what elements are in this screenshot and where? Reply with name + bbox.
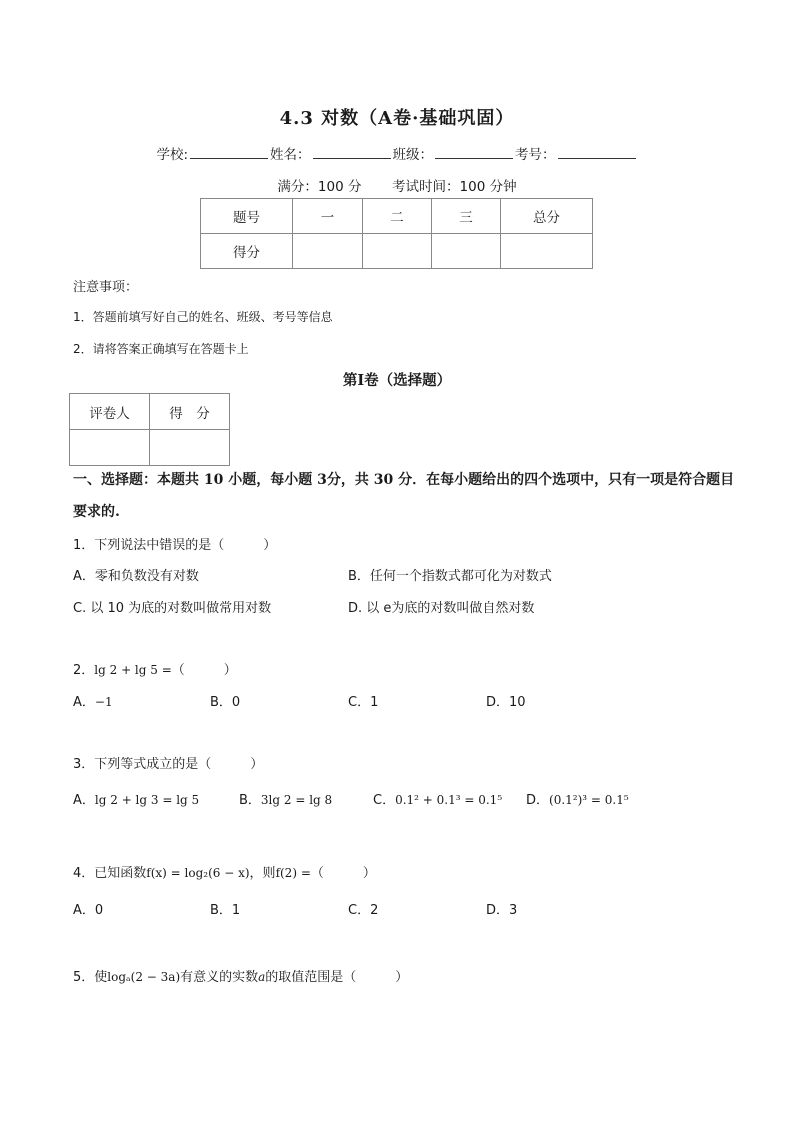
option-math: 3lg 2 = lg 8 xyxy=(260,793,333,807)
question-1-option-a[interactable]: A．零和负数没有对数 xyxy=(73,569,199,584)
exam-meta xyxy=(0,175,794,195)
question-2-math: lg 2 + lg 5 = xyxy=(94,663,172,677)
full-score: 满分：100 分 xyxy=(277,179,362,195)
score-table-header: 一 xyxy=(293,199,363,234)
notice-item: 2．请将答案正确填写在答题卡上 xyxy=(73,342,249,356)
question-2-stem xyxy=(73,659,237,678)
score-table-header: 二 xyxy=(363,199,432,234)
score-table-header: 题号 xyxy=(201,199,293,234)
question-2-option-b[interactable]: B．0 xyxy=(210,695,241,710)
name-label: 姓名： xyxy=(270,147,311,163)
exam-no-blank xyxy=(558,145,636,159)
score-table xyxy=(200,198,593,269)
question-5-math: logₐ(2 − 3a) xyxy=(107,970,181,984)
class-label: 班级： xyxy=(392,147,434,163)
question-2-option-d[interactable]: D．10 xyxy=(486,695,526,710)
exam-time: 考试时间：100 分钟 xyxy=(392,179,517,195)
question-5-stem xyxy=(73,966,408,985)
grader-cell[interactable] xyxy=(70,430,150,466)
question-5-number: 5．使 xyxy=(73,970,108,985)
question-1-option-b[interactable]: B．任何一个指数式都可化为对数式 xyxy=(348,569,552,584)
option-label: A． xyxy=(73,695,95,710)
question-3-option-b[interactable] xyxy=(239,789,332,808)
grader-header: 得 分 xyxy=(150,394,230,430)
part-one-instructions: 一、选择题：本题共 10 小题，每小题 3分，共 30 分．在每小题给出的四个选项中，只有一项是符合题目 xyxy=(73,472,735,488)
notice-item: 1．答题前填写好自己的姓名、班级、考号等信息 xyxy=(73,310,333,324)
question-4-mid: ，则 xyxy=(249,866,276,881)
grader-table xyxy=(69,393,230,466)
page-title: 4.3 对数（A卷·基础巩固） xyxy=(279,108,515,129)
score-cell[interactable] xyxy=(501,234,593,269)
question-5-tail: 的取值范围是（ ） xyxy=(265,970,409,985)
question-2-option-c[interactable]: C．1 xyxy=(348,695,379,710)
section-title: 第Ⅰ卷（选择题） xyxy=(342,372,452,389)
exam-no-label: 考号： xyxy=(515,147,556,163)
option-math: 0.1² + 0.1³ = 0.1⁵ xyxy=(395,793,503,807)
question-4-stem xyxy=(73,862,376,881)
grader-header-row xyxy=(70,394,230,430)
question-1-stem: 1．下列说法中错误的是（ ） xyxy=(73,538,277,553)
option-label: C． xyxy=(373,793,396,808)
grader-entry-row xyxy=(70,430,230,466)
score-cell[interactable] xyxy=(293,234,363,269)
school-blank xyxy=(190,145,268,159)
score-table-score-row xyxy=(201,234,593,269)
notice-title: 注意事项： xyxy=(73,280,139,295)
question-1-option-d[interactable]: D. 以 e为底的对数叫做自然对数 xyxy=(348,601,535,616)
question-4-math: f(x) = log₂(6 − x) xyxy=(146,866,250,880)
question-4-option-a[interactable]: A．0 xyxy=(73,903,104,918)
score-table-header: 三 xyxy=(432,199,501,234)
name-blank xyxy=(313,145,391,159)
question-4-option-b[interactable]: B．1 xyxy=(210,903,241,918)
option-label: A． xyxy=(73,793,95,808)
question-2-option-a[interactable] xyxy=(73,691,113,710)
option-math: lg 2 + lg 3 = lg 5 xyxy=(94,793,200,807)
score-cell[interactable] xyxy=(363,234,432,269)
question-4-option-c[interactable]: C．2 xyxy=(348,903,379,918)
grader-cell[interactable] xyxy=(150,430,230,466)
question-1-option-c[interactable]: C. 以 10 为底的对数叫做常用对数 xyxy=(73,601,272,616)
score-table-header-row xyxy=(201,199,593,234)
question-3-stem: 3．下列等式成立的是（ ） xyxy=(73,757,264,772)
question-5-mid: 有意义的实数 xyxy=(180,970,259,985)
question-4-blank: （ ） xyxy=(310,866,376,881)
score-cell[interactable] xyxy=(432,234,501,269)
grader-header: 评卷人 xyxy=(70,394,150,430)
question-4-option-d[interactable]: D．3 xyxy=(486,903,518,918)
score-row-label: 得分 xyxy=(201,234,293,269)
question-3-option-a[interactable] xyxy=(73,789,199,808)
question-4-number: 4．已知函数 xyxy=(73,866,147,881)
question-3-option-c[interactable] xyxy=(373,789,502,808)
school-label: 学校: xyxy=(156,147,189,163)
question-2-blank: （ ） xyxy=(171,663,237,678)
option-math: (0.1²)³ = 0.1⁵ xyxy=(549,793,629,807)
student-info-line xyxy=(0,143,794,163)
score-table-header: 总分 xyxy=(501,199,593,234)
option-a-math: −1 xyxy=(94,695,113,709)
option-label: B． xyxy=(239,793,261,808)
question-5-var: a xyxy=(258,970,266,984)
question-3-option-d[interactable] xyxy=(526,789,629,808)
option-label: D． xyxy=(526,793,550,808)
class-blank xyxy=(435,145,513,159)
part-one-instructions-cont: 要求的. xyxy=(73,504,120,520)
question-2-number: 2． xyxy=(73,663,95,678)
question-4-math-2: f(2) = xyxy=(275,866,311,880)
